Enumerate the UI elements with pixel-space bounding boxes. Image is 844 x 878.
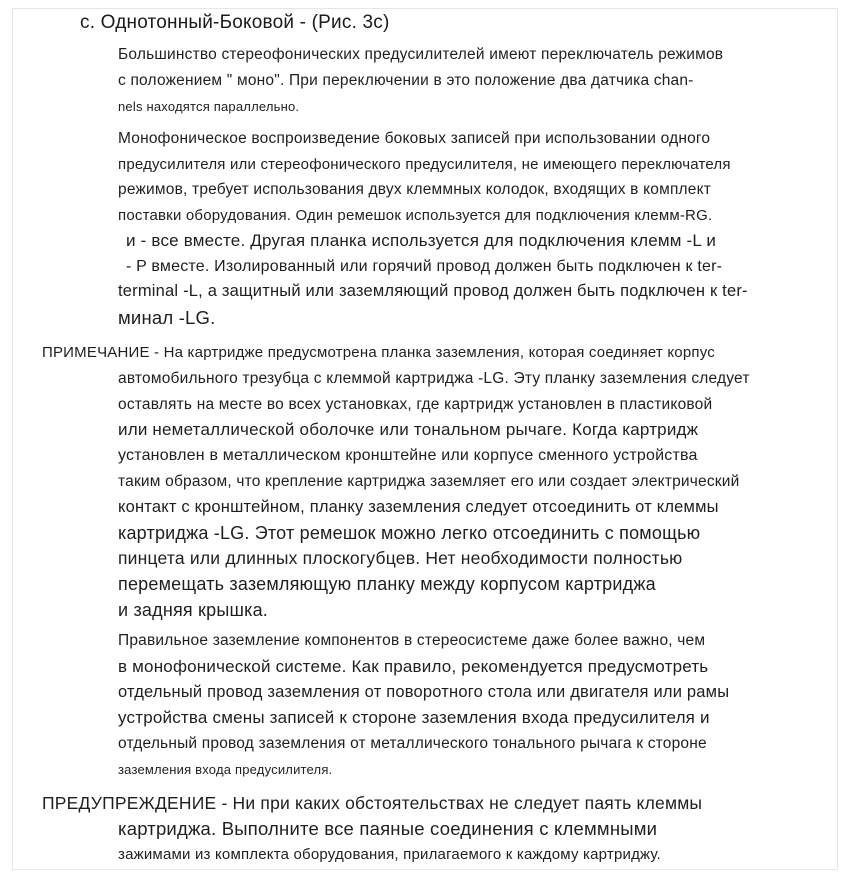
paragraph-mono-playback bbox=[118, 126, 748, 330]
text-line: зажимами из комплекта оборудования, прилагаемого к каждому картриджу. bbox=[118, 846, 661, 863]
text-line: устройства смены записей к стороне заземления входа предусилителя и bbox=[118, 708, 710, 728]
text-line: установлен в металлическом кронштейне или корпусе сменного устройства bbox=[118, 447, 698, 465]
paragraph-stereo-mode-switch bbox=[118, 42, 723, 120]
text-line: Большинство стереофонических предусилителей имеют переключатель режимов bbox=[118, 46, 724, 63]
text-line: минал -LG. bbox=[118, 306, 216, 328]
text-line: автомобильного трезубца с клеммой картриджа -LG. Эту планку заземления следует bbox=[118, 369, 750, 387]
warning-soldering bbox=[42, 790, 702, 868]
text-line: картриджа -LG. Этот ремешок можно легко отсоединить с помощью bbox=[118, 522, 701, 543]
text-line: ПРЕДУПРЕЖДЕНИЕ - Ни при каких обстоятельствах не следует паять клеммы bbox=[42, 793, 703, 813]
text-line: заземления входа предусилителя. bbox=[118, 761, 333, 777]
text-line: в монофонической системе. Как правило, рекомендуется предусмотреть bbox=[118, 656, 709, 676]
text-line: и - все вместе. Другая планка используется для подключения клемм -L и bbox=[126, 231, 717, 250]
text-line: - P вместе. Изолированный или горячий провод должен быть подключен к ter- bbox=[126, 257, 723, 275]
text-line: nels находятся параллельно. bbox=[118, 99, 300, 114]
text-line: отдельный провод заземления от металлического тонального рычага к стороне bbox=[118, 735, 707, 753]
note-ground-strap bbox=[42, 340, 750, 624]
paragraph-stereo-grounding bbox=[118, 628, 729, 783]
text-line: ПРИМЕЧАНИЕ - На картридже предусмотрена планка заземления, которая соединяет корпус bbox=[42, 344, 715, 361]
text-line: отдельный провод заземления от поворотного стола или двигателя или рамы bbox=[118, 682, 730, 701]
text-line: таким образом, что крепление картриджа заземляет его или создает электрический bbox=[118, 472, 740, 490]
section-heading: c. Однотонный-Боковой - (Рис. 3c) bbox=[80, 12, 390, 33]
text-line: поставки оборудования. Один ремешок используется для подключения клемм-RG. bbox=[118, 206, 713, 224]
text-line: картриджа. Выполните все паяные соединения с клеммными bbox=[118, 818, 658, 839]
text-line: terminal -L, а защитный или заземляющий провод должен быть подключен к ter- bbox=[118, 282, 748, 300]
text-line: режимов, требует использования двух клеммных колодок, входящих в комплект bbox=[118, 181, 712, 198]
text-line: с положением " моно". При переключении в это положение два датчика chan- bbox=[118, 72, 694, 89]
text-line: Монофоническое воспроизведение боковых записей при использовании одного bbox=[118, 130, 711, 147]
text-line: и задняя крышка. bbox=[118, 599, 269, 620]
text-line: Правильное заземление компонентов в стереосистеме даже более важно, чем bbox=[118, 632, 706, 649]
text-line: пинцета или длинных плоскогубцев. Нет необходимости полностью bbox=[118, 548, 683, 569]
text-line: перемещать заземляющую планку между корпусом картриджа bbox=[118, 574, 656, 595]
text-line: контакт с кронштейном, планку заземления следует отсоединить от клеммы bbox=[118, 497, 719, 516]
text-line: или неметаллической оболочке или тональном рычаге. Когда картридж bbox=[118, 420, 699, 440]
text-line: предусилителя или стереофонического предусилителя, не имеющего переключателя bbox=[118, 155, 731, 173]
text-line: оставлять на месте во всех установках, где картридж установлен в пластиковой bbox=[118, 395, 713, 413]
